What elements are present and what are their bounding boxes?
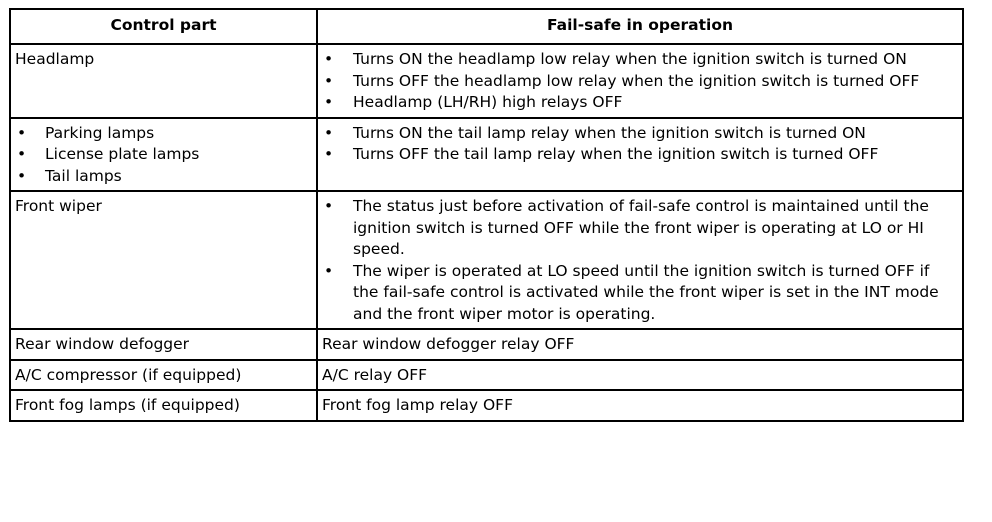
list-item: • The status just before activation of fail-safe control is maintained until the ignition switch is turned OFF while the front wiper is operating at LO or HI speed.	[322, 196, 958, 261]
list-item: • Turns ON the headlamp low relay when the ignition switch is turned ON	[322, 49, 958, 71]
list-item: • Parking lamps	[15, 123, 312, 145]
list-item: • License plate lamps	[15, 144, 312, 166]
control-part-cell: Headlamp	[10, 44, 317, 118]
operation-cell: Front fog lamp relay OFF	[317, 390, 963, 421]
operation-cell: Rear window defogger relay OFF	[317, 329, 963, 360]
table-row-lamps	[10, 118, 963, 192]
table-row-front-fog-lamps	[10, 390, 963, 421]
table-row-front-wiper	[10, 191, 963, 329]
header-fail-safe: Fail-safe in operation	[317, 9, 963, 44]
fail-safe-table	[9, 8, 964, 422]
list-item: • Turns OFF the tail lamp relay when the ignition switch is turned OFF	[322, 144, 958, 166]
control-part-cell: Front wiper	[10, 191, 317, 329]
list-item: • Headlamp (LH/RH) high relays OFF	[322, 92, 958, 114]
table-header-row	[10, 9, 963, 44]
header-control-part: Control part	[10, 9, 317, 44]
table-row-ac-compressor	[10, 360, 963, 391]
list-item: • Turns ON the tail lamp relay when the ignition switch is turned ON	[322, 123, 958, 145]
list-item: • Tail lamps	[15, 166, 312, 188]
operation-cell	[317, 191, 963, 329]
control-part-cell: Rear window defogger	[10, 329, 317, 360]
table-row-headlamp	[10, 44, 963, 118]
operation-cell: A/C relay OFF	[317, 360, 963, 391]
control-part-cell: Front fog lamps (if equipped)	[10, 390, 317, 421]
operation-cell	[317, 44, 963, 118]
operation-cell	[317, 118, 963, 192]
list-item: • The wiper is operated at LO speed until the ignition switch is turned OFF if the fail-safe control is activated while the front wiper is set in the INT mode and the front wiper motor is operating.	[322, 261, 958, 326]
table-row-rear-defogger	[10, 329, 963, 360]
list-item: • Turns OFF the headlamp low relay when the ignition switch is turned OFF	[322, 71, 958, 93]
control-part-cell: A/C compressor (if equipped)	[10, 360, 317, 391]
control-part-cell	[10, 118, 317, 192]
